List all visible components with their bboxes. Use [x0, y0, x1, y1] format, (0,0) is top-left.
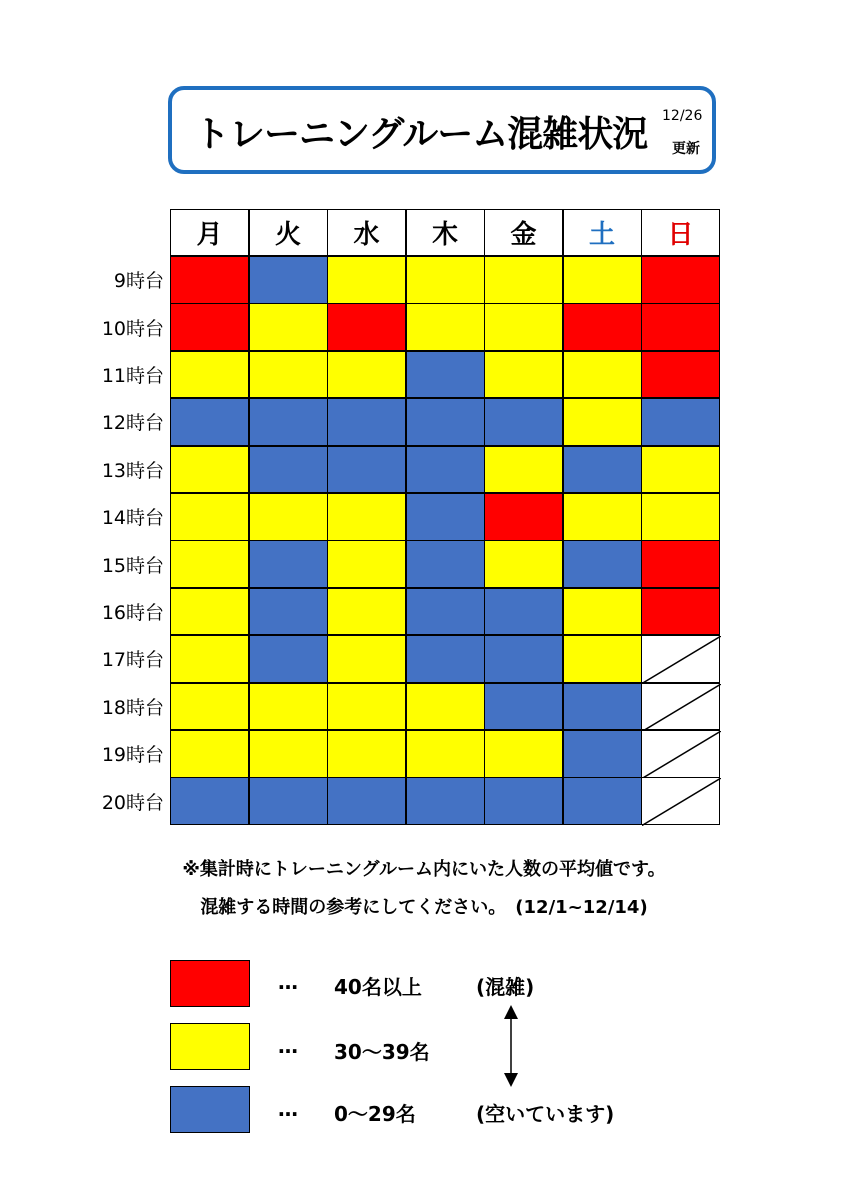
- closed-cell: [641, 635, 720, 683]
- congestion-cell: [249, 588, 328, 636]
- congestion-cell: [641, 446, 720, 494]
- congestion-cell: [249, 730, 328, 778]
- congestion-cell: [327, 777, 406, 825]
- congestion-cell: [406, 493, 485, 541]
- congestion-cell: [563, 351, 642, 399]
- congestion-cell: [563, 777, 642, 825]
- hour-label: 19時台: [101, 744, 164, 767]
- day-header-6: 日: [641, 209, 720, 256]
- congestion-cell: [170, 351, 249, 399]
- congestion-cell: [563, 588, 642, 636]
- congestion-cell: [484, 683, 563, 731]
- congestion-cell: [484, 493, 563, 541]
- congestion-cell: [327, 303, 406, 351]
- congestion-cell: [327, 256, 406, 304]
- congestion-cell: [249, 683, 328, 731]
- congestion-cell: [249, 446, 328, 494]
- congestion-cell: [563, 730, 642, 778]
- congestion-cell: [406, 540, 485, 588]
- closed-cell: [641, 730, 720, 778]
- day-header-3: 木: [406, 209, 485, 256]
- congestion-cell: [563, 303, 642, 351]
- congestion-cell: [170, 730, 249, 778]
- legend-note-empty: (空いています): [476, 1102, 615, 1126]
- congestion-cell: [170, 683, 249, 731]
- congestion-cell: [484, 256, 563, 304]
- congestion-cell: [563, 398, 642, 446]
- closed-cell: [641, 777, 720, 825]
- congestion-cell: [406, 303, 485, 351]
- congestion-cell: [484, 588, 563, 636]
- legend-swatch-red: [170, 960, 250, 1007]
- congestion-cell: [563, 446, 642, 494]
- congestion-cell: [249, 398, 328, 446]
- congestion-cell: [563, 256, 642, 304]
- congestion-cell: [484, 398, 563, 446]
- congestion-cell: [406, 588, 485, 636]
- congestion-cell: [484, 303, 563, 351]
- note-line-1: ※集計時にトレーニングルーム内にいた人数の平均値です。: [182, 859, 666, 880]
- legend-dots: …: [278, 970, 298, 994]
- congestion-cell: [641, 256, 720, 304]
- congestion-cell: [641, 351, 720, 399]
- congestion-cell: [563, 540, 642, 588]
- congestion-cell: [406, 256, 485, 304]
- hour-label: 10時台: [101, 317, 164, 340]
- hour-label: 13時台: [101, 459, 164, 482]
- update-label: 更新: [672, 141, 700, 157]
- congestion-cell: [327, 588, 406, 636]
- legend-note-crowded: (混雑): [476, 975, 535, 999]
- page-title: トレーニングルーム混雑状況: [194, 114, 648, 155]
- hour-label: 11時台: [101, 365, 164, 388]
- congestion-cell: [327, 446, 406, 494]
- legend-dots: …: [278, 1034, 298, 1058]
- hour-label: 18時台: [101, 696, 164, 719]
- hour-label: 12時台: [101, 412, 164, 435]
- update-date: 12/26: [662, 108, 703, 124]
- legend-label-high: 40名以上: [334, 975, 422, 999]
- congestion-cell: [249, 635, 328, 683]
- congestion-cell: [170, 256, 249, 304]
- title-box: [168, 86, 716, 174]
- legend-label-mid: 30〜39名: [334, 1040, 430, 1064]
- legend-dots: …: [278, 1097, 298, 1121]
- hour-label: 14時台: [101, 507, 164, 530]
- legend-label-low: 0〜29名: [334, 1102, 416, 1126]
- congestion-cell: [249, 351, 328, 399]
- congestion-cell: [406, 446, 485, 494]
- day-header-5: 土: [563, 209, 642, 256]
- hour-label: 20時台: [101, 791, 164, 814]
- congestion-cell: [249, 777, 328, 825]
- congestion-cell: [484, 777, 563, 825]
- note-line-2: 混雑する時間の参考にしてください。 (12/1~12/14): [200, 897, 648, 918]
- congestion-cell: [249, 303, 328, 351]
- day-header-0: 月: [170, 209, 249, 256]
- congestion-cell: [484, 351, 563, 399]
- congestion-cell: [406, 398, 485, 446]
- congestion-cell: [170, 446, 249, 494]
- congestion-cell: [170, 540, 249, 588]
- congestion-cell: [641, 303, 720, 351]
- congestion-cell: [641, 540, 720, 588]
- congestion-cell: [406, 635, 485, 683]
- congestion-cell: [170, 303, 249, 351]
- congestion-cell: [484, 540, 563, 588]
- day-header-1: 火: [249, 209, 328, 256]
- congestion-cell: [327, 730, 406, 778]
- congestion-cell: [406, 777, 485, 825]
- congestion-cell: [249, 493, 328, 541]
- congestion-cell: [406, 351, 485, 399]
- congestion-cell: [170, 777, 249, 825]
- congestion-cell: [406, 683, 485, 731]
- congestion-cell: [641, 588, 720, 636]
- congestion-cell: [327, 398, 406, 446]
- congestion-cell: [641, 398, 720, 446]
- day-header-2: 水: [327, 209, 406, 256]
- congestion-cell: [170, 635, 249, 683]
- congestion-cell: [563, 683, 642, 731]
- hour-label: 15時台: [101, 554, 164, 577]
- congestion-cell: [641, 493, 720, 541]
- congestion-cell: [563, 635, 642, 683]
- congestion-cell: [406, 730, 485, 778]
- legend-swatch-yellow: [170, 1023, 250, 1070]
- congestion-cell: [484, 730, 563, 778]
- congestion-cell: [249, 540, 328, 588]
- congestion-cell: [327, 540, 406, 588]
- legend-swatch-blue: [170, 1086, 250, 1133]
- congestion-cell: [327, 683, 406, 731]
- congestion-cell: [249, 256, 328, 304]
- congestion-cell: [563, 493, 642, 541]
- congestion-cell: [170, 398, 249, 446]
- hour-label: 16時台: [101, 602, 164, 625]
- congestion-cell: [327, 635, 406, 683]
- congestion-cell: [327, 351, 406, 399]
- congestion-cell: [484, 446, 563, 494]
- hour-label: 17時台: [101, 649, 164, 672]
- congestion-cell: [327, 493, 406, 541]
- day-header-4: 金: [484, 209, 563, 256]
- hour-label: 9時台: [113, 270, 164, 293]
- closed-cell: [641, 683, 720, 731]
- congestion-cell: [170, 493, 249, 541]
- congestion-cell: [170, 588, 249, 636]
- double-arrow-icon: [500, 1005, 522, 1087]
- congestion-cell: [484, 635, 563, 683]
